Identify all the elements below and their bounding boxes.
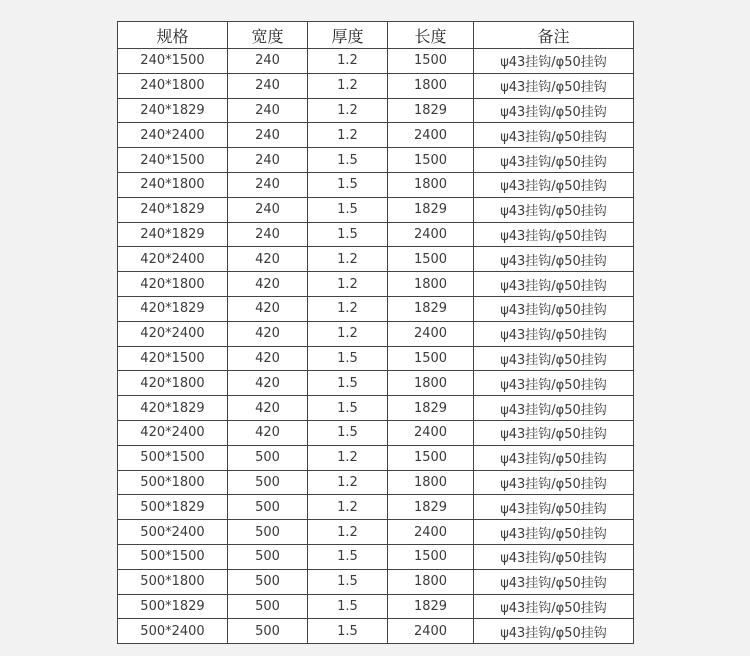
cell-thickness: 1.2 — [308, 470, 388, 495]
table-body — [118, 49, 634, 644]
cell-thickness: 1.2 — [308, 247, 388, 272]
cell-thickness: 1.2 — [308, 123, 388, 148]
header-spec: 规格 — [118, 22, 228, 49]
cell-width: 420 — [228, 247, 308, 272]
cell-spec: 420*1800 — [118, 272, 228, 297]
cell-length: 1800 — [388, 73, 474, 98]
cell-remark: ψ43挂钩/φ50挂钩 — [474, 296, 634, 321]
cell-thickness: 1.5 — [308, 371, 388, 396]
table-row — [118, 148, 634, 173]
table-row — [118, 371, 634, 396]
cell-width: 240 — [228, 49, 308, 74]
cell-length: 1829 — [388, 594, 474, 619]
cell-spec: 500*1800 — [118, 569, 228, 594]
table-row — [118, 346, 634, 371]
cell-thickness: 1.2 — [308, 495, 388, 520]
cell-thickness: 1.2 — [308, 49, 388, 74]
cell-thickness: 1.5 — [308, 346, 388, 371]
table-row — [118, 321, 634, 346]
cell-thickness: 1.5 — [308, 569, 388, 594]
cell-length: 2400 — [388, 123, 474, 148]
cell-spec: 500*1800 — [118, 470, 228, 495]
table-row — [118, 123, 634, 148]
cell-thickness: 1.2 — [308, 321, 388, 346]
cell-length: 1800 — [388, 272, 474, 297]
cell-width: 420 — [228, 420, 308, 445]
table-row — [118, 445, 634, 470]
cell-thickness: 1.5 — [308, 172, 388, 197]
table-row — [118, 73, 634, 98]
cell-remark: ψ43挂钩/φ50挂钩 — [474, 321, 634, 346]
cell-remark: ψ43挂钩/φ50挂钩 — [474, 569, 634, 594]
cell-spec: 240*1500 — [118, 148, 228, 173]
cell-spec: 420*2400 — [118, 321, 228, 346]
cell-width: 500 — [228, 569, 308, 594]
cell-width: 500 — [228, 619, 308, 644]
table-row — [118, 396, 634, 421]
cell-remark: ψ43挂钩/φ50挂钩 — [474, 544, 634, 569]
header-width: 宽度 — [228, 22, 308, 49]
cell-remark: ψ43挂钩/φ50挂钩 — [474, 272, 634, 297]
cell-remark: ψ43挂钩/φ50挂钩 — [474, 396, 634, 421]
cell-remark: ψ43挂钩/φ50挂钩 — [474, 73, 634, 98]
cell-spec: 500*1829 — [118, 594, 228, 619]
cell-spec: 240*1800 — [118, 73, 228, 98]
cell-length: 2400 — [388, 321, 474, 346]
cell-remark: ψ43挂钩/φ50挂钩 — [474, 197, 634, 222]
cell-thickness: 1.2 — [308, 520, 388, 545]
cell-length: 2400 — [388, 619, 474, 644]
cell-width: 420 — [228, 371, 308, 396]
cell-width: 500 — [228, 594, 308, 619]
cell-length: 2400 — [388, 420, 474, 445]
cell-thickness: 1.2 — [308, 445, 388, 470]
cell-thickness: 1.5 — [308, 619, 388, 644]
cell-length: 1800 — [388, 172, 474, 197]
cell-thickness: 1.5 — [308, 594, 388, 619]
cell-spec: 240*1829 — [118, 98, 228, 123]
cell-thickness: 1.2 — [308, 296, 388, 321]
cell-remark: ψ43挂钩/φ50挂钩 — [474, 445, 634, 470]
table-row — [118, 420, 634, 445]
table-row — [118, 197, 634, 222]
table-row — [118, 520, 634, 545]
cell-remark: ψ43挂钩/φ50挂钩 — [474, 371, 634, 396]
cell-length: 1500 — [388, 49, 474, 74]
cell-length: 1500 — [388, 544, 474, 569]
cell-spec: 240*2400 — [118, 123, 228, 148]
cell-spec: 500*1500 — [118, 445, 228, 470]
cell-width: 500 — [228, 470, 308, 495]
cell-spec: 420*1829 — [118, 396, 228, 421]
cell-length: 1829 — [388, 197, 474, 222]
table-row — [118, 470, 634, 495]
cell-length: 1800 — [388, 371, 474, 396]
header-length: 长度 — [388, 22, 474, 49]
cell-length: 1500 — [388, 346, 474, 371]
cell-length: 1500 — [388, 247, 474, 272]
cell-width: 500 — [228, 495, 308, 520]
cell-thickness: 1.5 — [308, 222, 388, 247]
cell-spec: 240*1800 — [118, 172, 228, 197]
cell-remark: ψ43挂钩/φ50挂钩 — [474, 247, 634, 272]
cell-remark: ψ43挂钩/φ50挂钩 — [474, 346, 634, 371]
cell-length: 1800 — [388, 470, 474, 495]
cell-spec: 420*1500 — [118, 346, 228, 371]
cell-width: 240 — [228, 148, 308, 173]
cell-spec: 500*2400 — [118, 619, 228, 644]
table-row — [118, 296, 634, 321]
cell-width: 420 — [228, 346, 308, 371]
cell-thickness: 1.5 — [308, 148, 388, 173]
cell-thickness: 1.2 — [308, 73, 388, 98]
header-remark: 备注 — [474, 22, 634, 49]
cell-length: 1500 — [388, 445, 474, 470]
header-thickness: 厚度 — [308, 22, 388, 49]
cell-width: 500 — [228, 544, 308, 569]
cell-remark: ψ43挂钩/φ50挂钩 — [474, 420, 634, 445]
cell-length: 1829 — [388, 98, 474, 123]
cell-remark: ψ43挂钩/φ50挂钩 — [474, 470, 634, 495]
cell-length: 1829 — [388, 495, 474, 520]
cell-spec: 420*2400 — [118, 247, 228, 272]
cell-width: 240 — [228, 73, 308, 98]
table-row — [118, 272, 634, 297]
table-row — [118, 544, 634, 569]
cell-spec: 420*1800 — [118, 371, 228, 396]
cell-spec: 500*1829 — [118, 495, 228, 520]
cell-spec: 500*1500 — [118, 544, 228, 569]
cell-width: 500 — [228, 445, 308, 470]
cell-remark: ψ43挂钩/φ50挂钩 — [474, 594, 634, 619]
cell-length: 1829 — [388, 396, 474, 421]
cell-remark: ψ43挂钩/φ50挂钩 — [474, 495, 634, 520]
cell-width: 240 — [228, 222, 308, 247]
table-row — [118, 619, 634, 644]
cell-remark: ψ43挂钩/φ50挂钩 — [474, 123, 634, 148]
cell-spec: 420*2400 — [118, 420, 228, 445]
cell-remark: ψ43挂钩/φ50挂钩 — [474, 172, 634, 197]
cell-thickness: 1.2 — [308, 98, 388, 123]
cell-spec: 240*1829 — [118, 197, 228, 222]
cell-width: 240 — [228, 197, 308, 222]
cell-remark: ψ43挂钩/φ50挂钩 — [474, 49, 634, 74]
cell-width: 420 — [228, 396, 308, 421]
cell-width: 500 — [228, 520, 308, 545]
table-row — [118, 172, 634, 197]
cell-thickness: 1.5 — [308, 420, 388, 445]
cell-length: 2400 — [388, 222, 474, 247]
cell-thickness: 1.2 — [308, 272, 388, 297]
cell-spec: 240*1500 — [118, 49, 228, 74]
cell-thickness: 1.5 — [308, 544, 388, 569]
cell-width: 240 — [228, 98, 308, 123]
cell-width: 240 — [228, 123, 308, 148]
cell-remark: ψ43挂钩/φ50挂钩 — [474, 98, 634, 123]
table-row — [118, 222, 634, 247]
table-row — [118, 247, 634, 272]
cell-length: 1500 — [388, 148, 474, 173]
cell-width: 420 — [228, 321, 308, 346]
cell-spec: 240*1829 — [118, 222, 228, 247]
cell-remark: ψ43挂钩/φ50挂钩 — [474, 619, 634, 644]
cell-remark: ψ43挂钩/φ50挂钩 — [474, 222, 634, 247]
cell-thickness: 1.5 — [308, 197, 388, 222]
cell-remark: ψ43挂钩/φ50挂钩 — [474, 520, 634, 545]
table-row — [118, 49, 634, 74]
cell-spec: 420*1829 — [118, 296, 228, 321]
cell-thickness: 1.5 — [308, 396, 388, 421]
cell-spec: 500*2400 — [118, 520, 228, 545]
cell-remark: ψ43挂钩/φ50挂钩 — [474, 148, 634, 173]
cell-length: 1800 — [388, 569, 474, 594]
table-row — [118, 569, 634, 594]
table-row — [118, 98, 634, 123]
cell-width: 420 — [228, 272, 308, 297]
cell-width: 420 — [228, 296, 308, 321]
cell-length: 2400 — [388, 520, 474, 545]
cell-length: 1829 — [388, 296, 474, 321]
header-row — [118, 22, 634, 49]
cell-width: 240 — [228, 172, 308, 197]
spec-table — [117, 21, 634, 644]
table-row — [118, 594, 634, 619]
table-row — [118, 495, 634, 520]
